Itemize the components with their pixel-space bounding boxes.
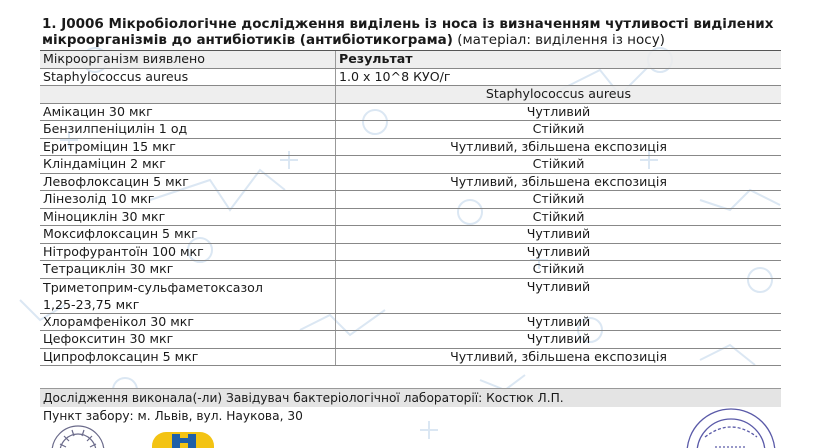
round-seal-icon <box>50 424 106 448</box>
antibiotic-name: Хлорамфенікол 30 мкг <box>40 314 336 331</box>
antibiotic-name <box>40 279 336 313</box>
susceptibility-result: Стійкий <box>532 156 585 171</box>
antibiotic-name: Нітрофурантоїн 100 мкг <box>40 244 336 261</box>
susceptibility-result: Чутливий, збільшена експозиція <box>450 173 667 189</box>
antibiotic-name: Лінезолід 10 мкг <box>40 191 336 208</box>
table-row <box>40 104 781 122</box>
susceptibility-result: Чутливий, збільшена експозиція <box>450 138 667 154</box>
antibiotic-name-line2: 1,25-23,75 мкг <box>43 296 140 312</box>
table-row <box>40 121 781 139</box>
susceptibility-result: Чутливий <box>526 103 591 119</box>
organism-count: 1.0 x 10^8 КУО/г <box>339 68 451 84</box>
susceptibility-result: Стійкий <box>532 121 585 136</box>
table-row <box>40 191 781 209</box>
antibiotic-name: Бензилпеніцилін 1 од <box>40 121 336 138</box>
table-row <box>40 174 781 192</box>
susceptibility-result: Чутливий <box>526 278 591 294</box>
table-row <box>40 156 781 174</box>
antibiotic-name: Ципрофлоксацин 5 мкг <box>40 349 336 366</box>
table-row <box>40 349 781 367</box>
table-row <box>40 279 781 314</box>
antibiotic-name: Цефокситин 30 мкг <box>40 331 336 348</box>
antibiotic-name: Моксифлоксацин 5 мкг <box>40 226 336 243</box>
susceptibility-result: Чутливий <box>526 313 591 329</box>
table-row <box>40 139 781 157</box>
organism-name: Staphylococcus aureus <box>40 69 336 86</box>
antibiotic-name: Кліндаміцин 2 мкг <box>40 156 336 173</box>
susceptibility-result: Стійкий <box>532 191 585 206</box>
antibiogram-organism: Staphylococcus aureus <box>485 86 632 101</box>
susceptibility-result: Стійкий <box>532 261 585 276</box>
lab-logo <box>152 432 214 448</box>
organism-row <box>40 69 781 87</box>
table-row <box>40 226 781 244</box>
susceptibility-result: Чутливий <box>526 243 591 259</box>
lab-stamp-icon <box>685 407 777 448</box>
antibiotic-name: Тетрациклін 30 мкг <box>40 261 336 278</box>
antibiotic-name: Еритроміцин 15 мкг <box>40 139 336 156</box>
table-row <box>40 261 781 279</box>
document-footer <box>40 388 781 425</box>
performed-by: Дослідження виконала(-ли) Завідувач бактеріологічної лабораторії: Костюк Л.П. <box>40 388 781 407</box>
antibiotic-name-line1: Триметоприм-сульфаметоксазол <box>43 279 263 295</box>
column-header-organism: Мікроорганізм виявлено <box>40 51 336 68</box>
table-row <box>40 314 781 332</box>
material-label: (матеріал: виділення із носу) <box>452 32 665 48</box>
table-row <box>40 209 781 227</box>
susceptibility-result: Чутливий <box>526 226 591 241</box>
results-table <box>40 51 781 366</box>
table-row <box>40 331 781 349</box>
table-row <box>40 244 781 262</box>
section-title <box>40 10 781 51</box>
susceptibility-result: Чутливий, збільшена експозиція <box>450 348 667 364</box>
collection-point: Пункт забору: м. Львів, вул. Наукова, 30 <box>43 409 303 423</box>
analysis-section <box>40 10 781 366</box>
antibiotic-name: Левофлоксацин 5 мкг <box>40 174 336 191</box>
susceptibility-result: Чутливий <box>526 331 591 346</box>
susceptibility-result: Стійкий <box>532 208 585 224</box>
table-header-row <box>40 51 781 69</box>
antibiotic-name: Міноциклін 30 мкг <box>40 209 336 226</box>
antibiotic-name: Амікацин 30 мкг <box>40 104 336 121</box>
subheader-empty-cell <box>40 86 336 103</box>
section-title-text: 1. J0006 Мікробіологічне дослідження виділень із носа із визначенням чутливості виділених мікроорганізмів до антибіотиків (антибіотикограма) <box>42 16 774 48</box>
column-header-result: Результат <box>339 51 413 66</box>
antibiogram-subheader-row <box>40 86 781 104</box>
